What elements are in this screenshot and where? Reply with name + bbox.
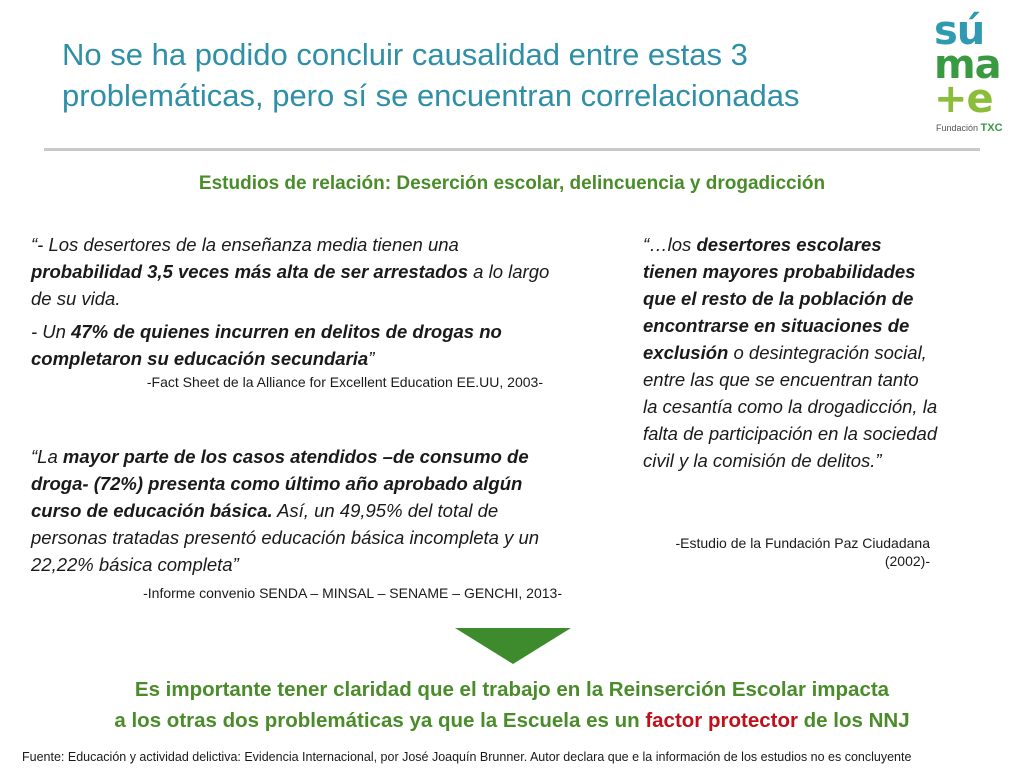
quote-emphasis: desertores escolares tienen mayores probabilidades que el resto de la población de encontrarse en situaciones de exclusión [643, 234, 916, 363]
quote-text: o desintegración social, entre las que se encuentran tanto la cesantía como la drogadicción, la falta de participación en la sociedad civil y la comisión de delitos.” [643, 342, 938, 471]
quote-senda [31, 443, 571, 578]
quote-paz-ciudadana [643, 231, 938, 474]
citation-paz-line-2: (2002)- [884, 553, 930, 569]
citation-alliance: -Fact Sheet de la Alliance for Excellent Education EE.UU, 2003- [146, 374, 543, 390]
logo-footer-small: Fundación [936, 123, 979, 133]
logo-footer [936, 122, 1003, 134]
citation-paz-line-1: -Estudio de la Fundación Paz Ciudadana [675, 535, 930, 551]
slide-title [62, 34, 942, 116]
title-line-2: problemáticas, pero sí se encuentran correlacionadas [62, 78, 800, 113]
conclusion [0, 674, 1024, 736]
logo-line-3: +e [934, 76, 993, 122]
quote-text: ” [368, 348, 375, 369]
conclusion-highlight: factor protector [645, 709, 798, 732]
conclusion-line-2a: a los otras dos problemáticas ya que la Escuela es un [114, 709, 646, 732]
logo-line-1: sú [934, 8, 985, 54]
quote-emphasis: probabilidad 3,5 veces más alta de ser arrestados [31, 261, 469, 282]
quote-alliance [31, 231, 561, 372]
logo-footer-brand: ТXC [980, 122, 1003, 134]
logo-line-2: ma [934, 42, 1001, 88]
quote-text: - Un [31, 321, 72, 342]
quote-senda-text [31, 443, 571, 578]
quote-text: a lo largo de su vida. [31, 261, 550, 309]
source-footnote: Fuente: Educación y actividad delictiva: Evidencia Internacional, por José Joaquín Brunner. Autor declara que e la información de los estudios no es concluyente [22, 750, 912, 764]
sumate-logo [930, 6, 1016, 138]
down-triangle-icon [455, 628, 571, 664]
citation-paz-ciudadana [640, 534, 930, 570]
quote-text: “- Los desertores de la enseñanza media tienen una [31, 234, 459, 255]
conclusion-line-2b: de los NNJ [797, 709, 910, 732]
quote-emphasis: 47% de quienes incurren en delitos de drogas no completaron su educación secundaria [31, 321, 502, 369]
quote-paz-text [643, 231, 938, 474]
section-subtitle: Estudios de relación: Deserción escolar, delincuencia y drogadicción [198, 173, 826, 194]
quote-alliance-p1 [31, 231, 561, 312]
quote-alliance-p2 [31, 318, 561, 372]
conclusion-line-1: Es importante tener claridad que el trabajo en la Reinserción Escolar impacta [134, 678, 890, 701]
quote-text: “La [31, 446, 63, 467]
title-divider [44, 148, 980, 151]
quote-emphasis: mayor parte de los casos atendidos –de consumo de droga- (72%) presenta como último año aprobado algún curso de educación básica. [31, 446, 529, 521]
citation-senda: -Informe convenio SENDA – MINSAL – SENAME – GENCHI, 2013- [143, 585, 562, 601]
quote-text: “…los [643, 234, 697, 255]
title-line-1: No se ha podido concluir causalidad entre estas 3 [62, 37, 748, 72]
quote-text: Así, un 49,95% del total de personas tratadas presentó educación básica incompleta y un 22,22% básica completa” [31, 500, 540, 575]
